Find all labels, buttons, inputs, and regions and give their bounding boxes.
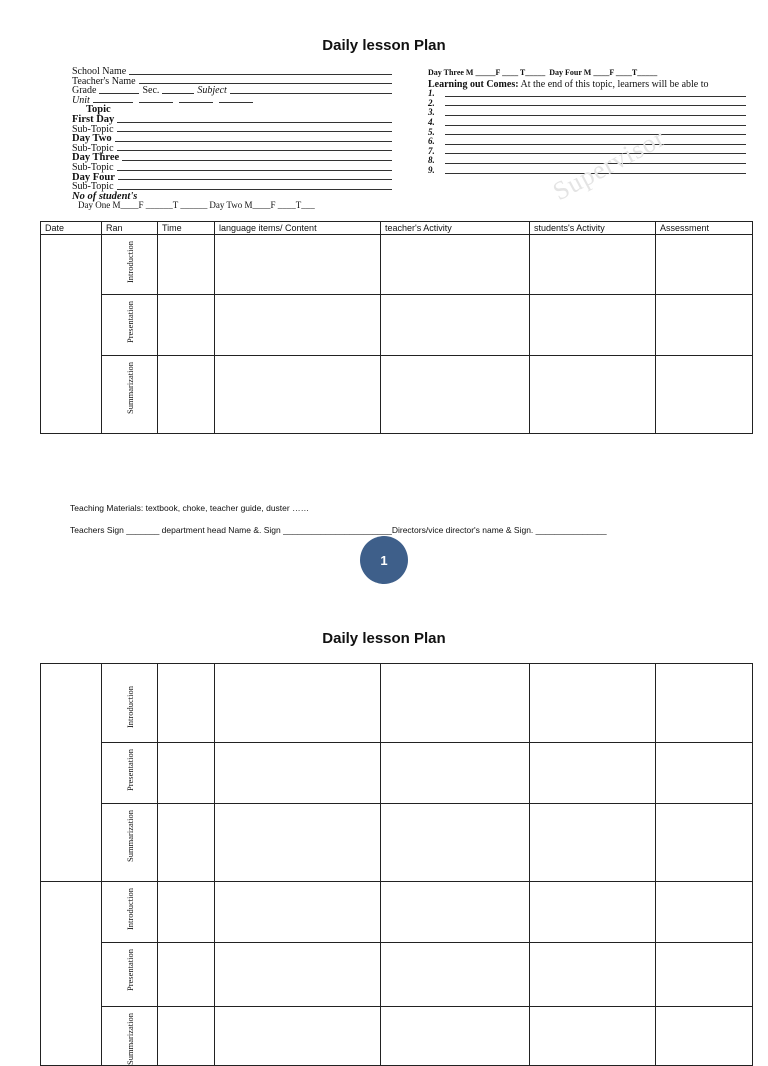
- day-four-attendance: Day Four M ____F ____T_____: [549, 68, 658, 77]
- teacher-activity-cell[interactable]: [381, 295, 530, 356]
- col-header-assessment: Assessment: [656, 222, 753, 235]
- assessment-cell[interactable]: [656, 943, 753, 1007]
- assessment-cell[interactable]: [656, 743, 753, 804]
- outcome-number: 2.: [428, 97, 435, 108]
- outcome-row: [428, 108, 746, 118]
- school-name-field[interactable]: [129, 74, 392, 75]
- col-header-time: Time: [158, 222, 215, 235]
- assessment-cell[interactable]: [656, 804, 753, 882]
- teacher-activity-cell[interactable]: [381, 743, 530, 804]
- student-activity-cell[interactable]: [530, 664, 656, 743]
- stage-label: Presentation: [124, 749, 135, 792]
- table-row: [41, 664, 753, 743]
- table-row: [41, 235, 753, 295]
- col-header-student-activity: students's Activity: [530, 222, 656, 235]
- outcome-number: 5.: [428, 126, 435, 137]
- student-activity-cell[interactable]: [530, 235, 656, 295]
- outcome-field[interactable]: [445, 105, 746, 106]
- content-cell[interactable]: [215, 743, 381, 804]
- stage-cell: [102, 943, 158, 1007]
- subject-label: Subject: [197, 85, 227, 97]
- stage-label: Summarization: [124, 362, 135, 414]
- teacher-activity-cell[interactable]: [381, 804, 530, 882]
- content-cell[interactable]: [215, 356, 381, 434]
- day-three-attendance: Day Three M _____F ____ T_____: [428, 68, 546, 77]
- table-row: [41, 1007, 753, 1066]
- sub-topic-field-3[interactable]: [117, 170, 392, 171]
- outcome-field[interactable]: [445, 115, 746, 116]
- sub-topic-label: Sub-Topic: [72, 181, 114, 193]
- sub-topic-label: Sub-Topic: [72, 161, 114, 173]
- stage-cell: [102, 356, 158, 434]
- assessment-cell[interactable]: [656, 882, 753, 943]
- time-cell[interactable]: [158, 664, 215, 743]
- table-row: [41, 943, 753, 1007]
- lesson-plan-table-2: [40, 663, 753, 1066]
- student-activity-cell[interactable]: [530, 356, 656, 434]
- stage-label: Summarization: [124, 1013, 135, 1065]
- assessment-cell[interactable]: [656, 235, 753, 295]
- day-one-attendance: Day One M____F ______T ______: [78, 200, 208, 211]
- time-cell[interactable]: [158, 804, 215, 882]
- teacher-activity-cell[interactable]: [381, 1007, 530, 1066]
- teacher-name-field[interactable]: [139, 83, 392, 84]
- stage-label: Introduction: [124, 888, 135, 931]
- day-four-label: Day Four: [72, 171, 115, 183]
- teacher-activity-cell[interactable]: [381, 664, 530, 743]
- day-two-attendance: Day Two M____F ____T___: [209, 200, 315, 211]
- outcome-number: 7.: [428, 145, 435, 156]
- sec-field[interactable]: [162, 93, 194, 94]
- first-day-label: First Day: [72, 113, 115, 125]
- assessment-cell[interactable]: [656, 664, 753, 743]
- day-two-label: Day Two: [72, 133, 112, 145]
- first-day-field[interactable]: [117, 122, 392, 123]
- unit-label: Unit: [72, 94, 90, 106]
- day-two-field[interactable]: [115, 141, 392, 142]
- grade-label: Grade: [72, 85, 97, 97]
- stage-label: Summarization: [124, 810, 135, 862]
- unit-field-2[interactable]: [139, 102, 173, 103]
- time-cell[interactable]: [158, 295, 215, 356]
- time-cell[interactable]: [158, 356, 215, 434]
- outcome-number: 6.: [428, 136, 435, 147]
- learning-outcomes-description: At the end of this topic, learners will be able to: [520, 78, 709, 90]
- outcome-number: 4.: [428, 116, 435, 127]
- topic-label: Topic: [86, 104, 111, 116]
- signature-line: Teachers Sign _______ department head Name &. Sign _______________________Directors/vice director's name & Sign. _______________: [70, 525, 607, 535]
- outcome-number: 1.: [428, 88, 435, 99]
- supervisor-watermark: Supervisor: [548, 122, 671, 207]
- outcome-row: [428, 147, 746, 157]
- stage-cell: [102, 235, 158, 295]
- outcome-row: [428, 99, 746, 109]
- stage-cell: [102, 664, 158, 743]
- outcome-field[interactable]: [445, 125, 746, 126]
- teacher-name-label: Teacher's Name: [72, 75, 136, 87]
- grade-field[interactable]: [99, 93, 139, 94]
- table-row: [41, 356, 753, 434]
- outcome-field[interactable]: [445, 144, 746, 145]
- lesson-plan-table: [40, 221, 753, 434]
- content-cell[interactable]: [215, 882, 381, 943]
- day-three-field[interactable]: [122, 160, 392, 161]
- learning-outcomes-text: [428, 80, 746, 90]
- sub-topic-label: Sub-Topic: [72, 123, 114, 135]
- day-four-field[interactable]: [118, 179, 392, 180]
- stage-cell: [102, 804, 158, 882]
- col-header-teacher-activity: teacher's Activity: [381, 222, 530, 235]
- school-name-label: School Name: [72, 66, 127, 77]
- outcome-row: [428, 137, 746, 147]
- sub-topic-field-2[interactable]: [117, 150, 392, 151]
- content-cell[interactable]: [215, 664, 381, 743]
- outcome-number: 3.: [428, 107, 435, 118]
- date-cell[interactable]: [41, 664, 102, 882]
- sub-topic-field-1[interactable]: [117, 131, 392, 132]
- date-cell[interactable]: [41, 882, 102, 1066]
- student-activity-cell[interactable]: [530, 882, 656, 943]
- page-title: Daily lesson Plan: [322, 37, 446, 54]
- stage-cell: [102, 295, 158, 356]
- content-cell[interactable]: [215, 235, 381, 295]
- unit-field-3[interactable]: [179, 102, 213, 103]
- content-cell[interactable]: [215, 295, 381, 356]
- outcome-number: 9.: [428, 164, 435, 175]
- student-activity-cell[interactable]: [530, 295, 656, 356]
- page-title-2: Daily lesson Plan: [322, 630, 446, 647]
- table-row: [41, 804, 753, 882]
- stage-cell: [102, 882, 158, 943]
- stage-cell: [102, 1007, 158, 1066]
- outcome-row: [428, 128, 746, 138]
- stage-cell: [102, 743, 158, 804]
- content-cell[interactable]: [215, 943, 381, 1007]
- student-activity-cell[interactable]: [530, 804, 656, 882]
- table-row: [41, 295, 753, 356]
- time-cell[interactable]: [158, 943, 215, 1007]
- learning-outcomes-label: Learning out Comes:: [428, 78, 519, 90]
- unit-field[interactable]: [93, 102, 133, 103]
- unit-field-4[interactable]: [219, 102, 253, 103]
- lesson-info-header: [72, 67, 392, 211]
- student-activity-cell[interactable]: [530, 743, 656, 804]
- outcome-field[interactable]: [445, 134, 746, 135]
- date-cell[interactable]: [41, 235, 102, 434]
- col-header-ran: Ran: [102, 222, 158, 235]
- col-header-content: language items/ Content: [215, 222, 381, 235]
- table-header-row: [41, 222, 753, 235]
- assessment-cell[interactable]: [656, 1007, 753, 1066]
- content-cell[interactable]: [215, 1007, 381, 1066]
- table-row: [41, 882, 753, 943]
- day-three-label: Day Three: [72, 152, 120, 164]
- teacher-activity-cell[interactable]: [381, 235, 530, 295]
- assessment-cell[interactable]: [656, 356, 753, 434]
- no-of-students-label: No of student's: [72, 190, 138, 202]
- stage-label: Presentation: [124, 301, 135, 344]
- col-header-date: Date: [41, 222, 102, 235]
- teacher-activity-cell[interactable]: [381, 882, 530, 943]
- content-cell[interactable]: [215, 804, 381, 882]
- outcome-row: [428, 118, 746, 128]
- teacher-activity-cell[interactable]: [381, 356, 530, 434]
- stage-label: Presentation: [124, 949, 135, 992]
- student-activity-cell[interactable]: [530, 943, 656, 1007]
- stage-label: Introduction: [124, 241, 135, 284]
- student-activity-cell[interactable]: [530, 1007, 656, 1066]
- assessment-cell[interactable]: [656, 295, 753, 356]
- stage-label: Introduction: [124, 686, 135, 729]
- teaching-materials: Teaching Materials: textbook, choke, teacher guide, duster ……: [70, 503, 310, 513]
- time-cell[interactable]: [158, 1007, 215, 1066]
- time-cell[interactable]: [158, 743, 215, 804]
- page-number-badge: 1: [360, 536, 408, 584]
- sec-label: Sec.: [142, 85, 160, 97]
- teacher-activity-cell[interactable]: [381, 943, 530, 1007]
- outcome-field[interactable]: [445, 96, 746, 97]
- time-cell[interactable]: [158, 882, 215, 943]
- subject-field[interactable]: [230, 93, 392, 94]
- table-row: [41, 743, 753, 804]
- outcome-number: 8.: [428, 155, 435, 166]
- sub-topic-field-4[interactable]: [117, 189, 392, 190]
- time-cell[interactable]: [158, 235, 215, 295]
- sub-topic-label: Sub-Topic: [72, 142, 114, 154]
- outcome-row: [428, 89, 746, 99]
